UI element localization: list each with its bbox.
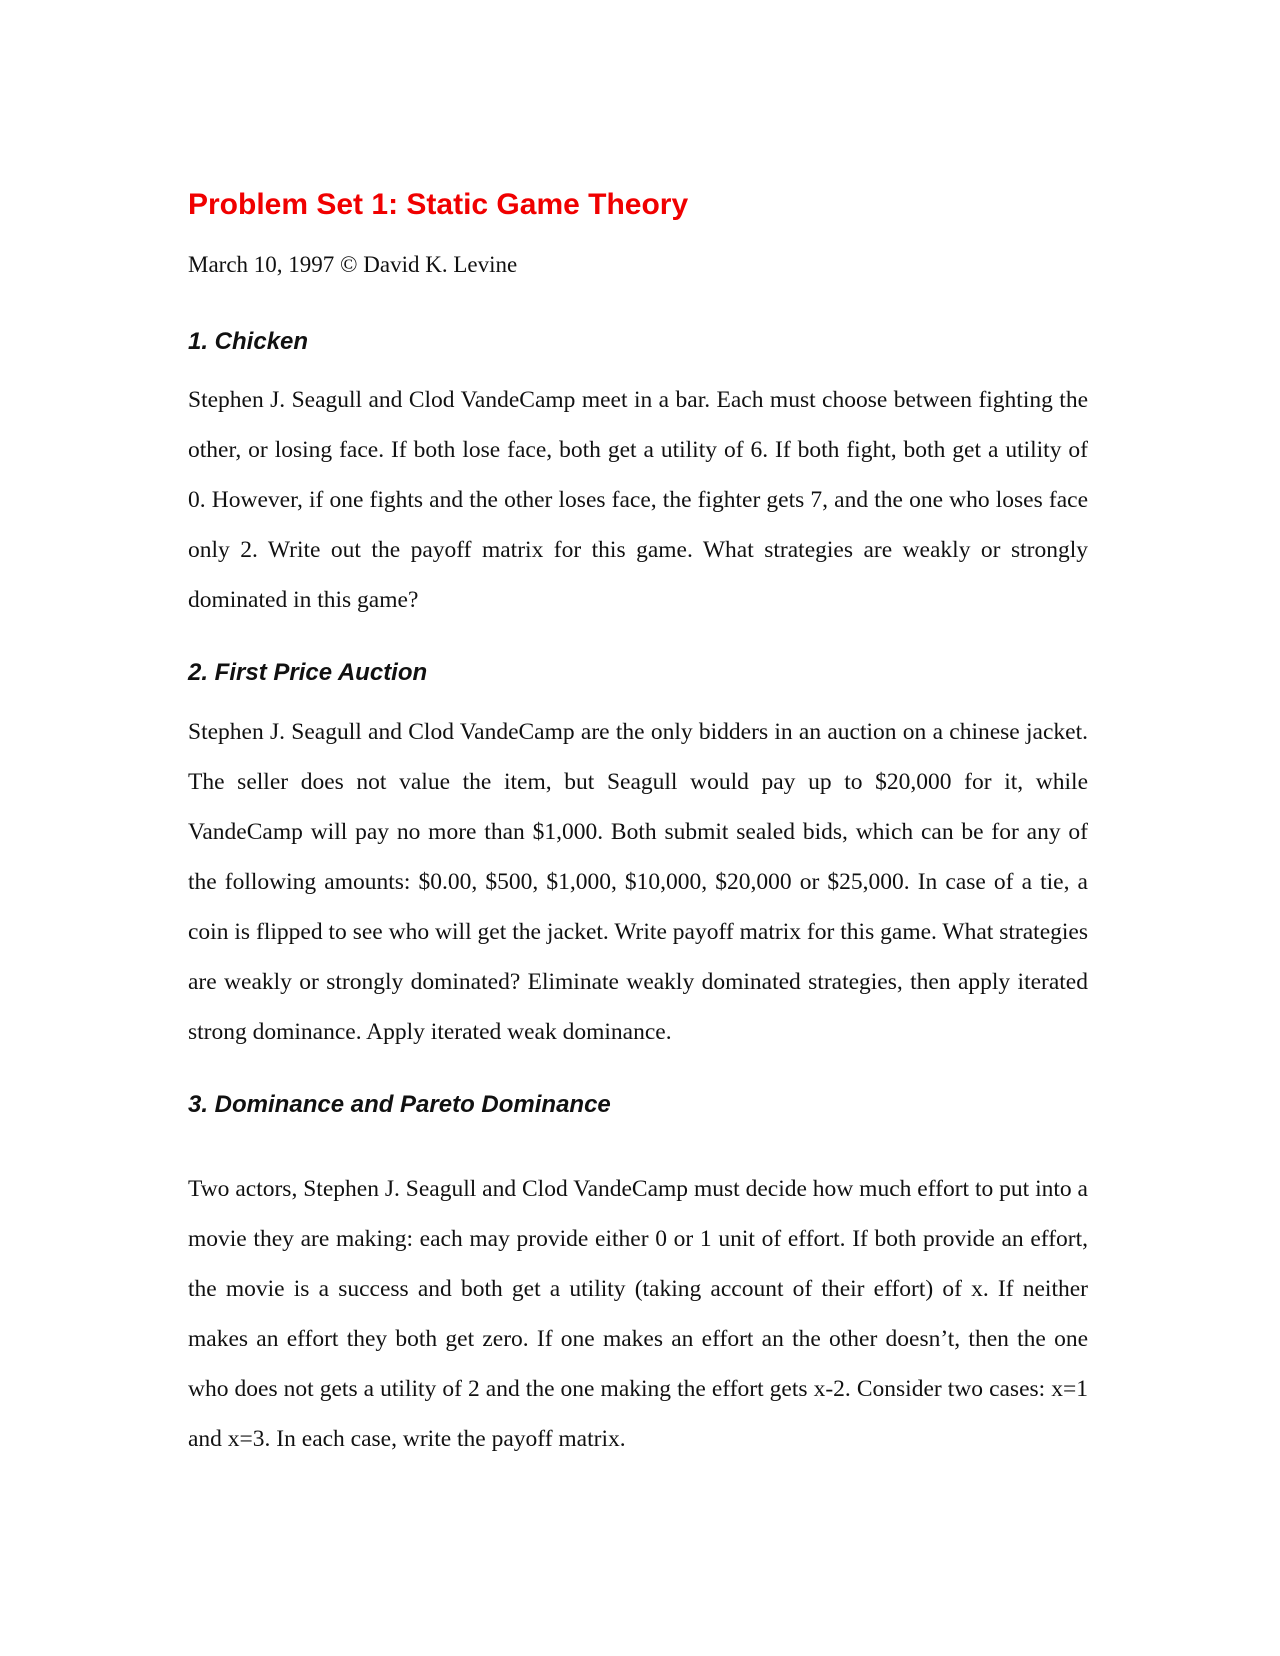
section-body-first-price-auction: Stephen J. Seagull and Clod VandeCamp are the only bidders in an auction on a chinese jacket. The seller does not value the item, but Seagull would pay up to $20,000 for it, while VandeCamp will pay no more than $1,000. Both submit sealed bids, which can be for any of the following amounts: $0.00, $500, $1,000, $10,000, $20,000 or $25,000. In case of a tie, a coin is flipped to see who will get the jacket. Write payoff matrix for this game. What strategies are weakly or strongly dominated? Eliminate weakly dominated strategies, then apply iterated strong dominance. Apply iterated weak dominance. (188, 719, 1088, 1045)
section-body-dominance: Two actors, Stephen J. Seagull and Clod VandeCamp must decide how much effort to put into a movie they are making: each may provide either 0 or 1 unit of effort. If both provide an effort, the movie is a success and both get a utility (taking account of their effort) of x. If neither makes an effort they both get zero. If one makes an effort an the other doesn’t, then the one who does not gets a utility of 2 and the one making the effort gets x-2. Consider two cases: x=1 and x=3. In each case, write the payoff matrix. (188, 1176, 1088, 1452)
section-heading-chicken: 1. Chicken (188, 328, 309, 355)
section-heading-dominance: 3. Dominance and Pareto Dominance (188, 1091, 611, 1118)
section-heading-first-price-auction: 2. First Price Auction (188, 659, 428, 686)
section-body-chicken: Stephen J. Seagull and Clod VandeCamp meet in a bar. Each must choose between fighting the other, or losing face. If both lose face, both get a utility of 6. If both fight, both get a utility of 0. However, if one fights and the other loses face, the fighter gets 7, and the one who loses face only 2. Write out the payoff matrix for this game. What strategies are weakly or strongly dominated in this game? (188, 387, 1088, 613)
page-title: Problem Set 1: Static Game Theory (188, 188, 689, 221)
date-copyright-line: March 10, 1997 © David K. Levine (188, 252, 518, 277)
